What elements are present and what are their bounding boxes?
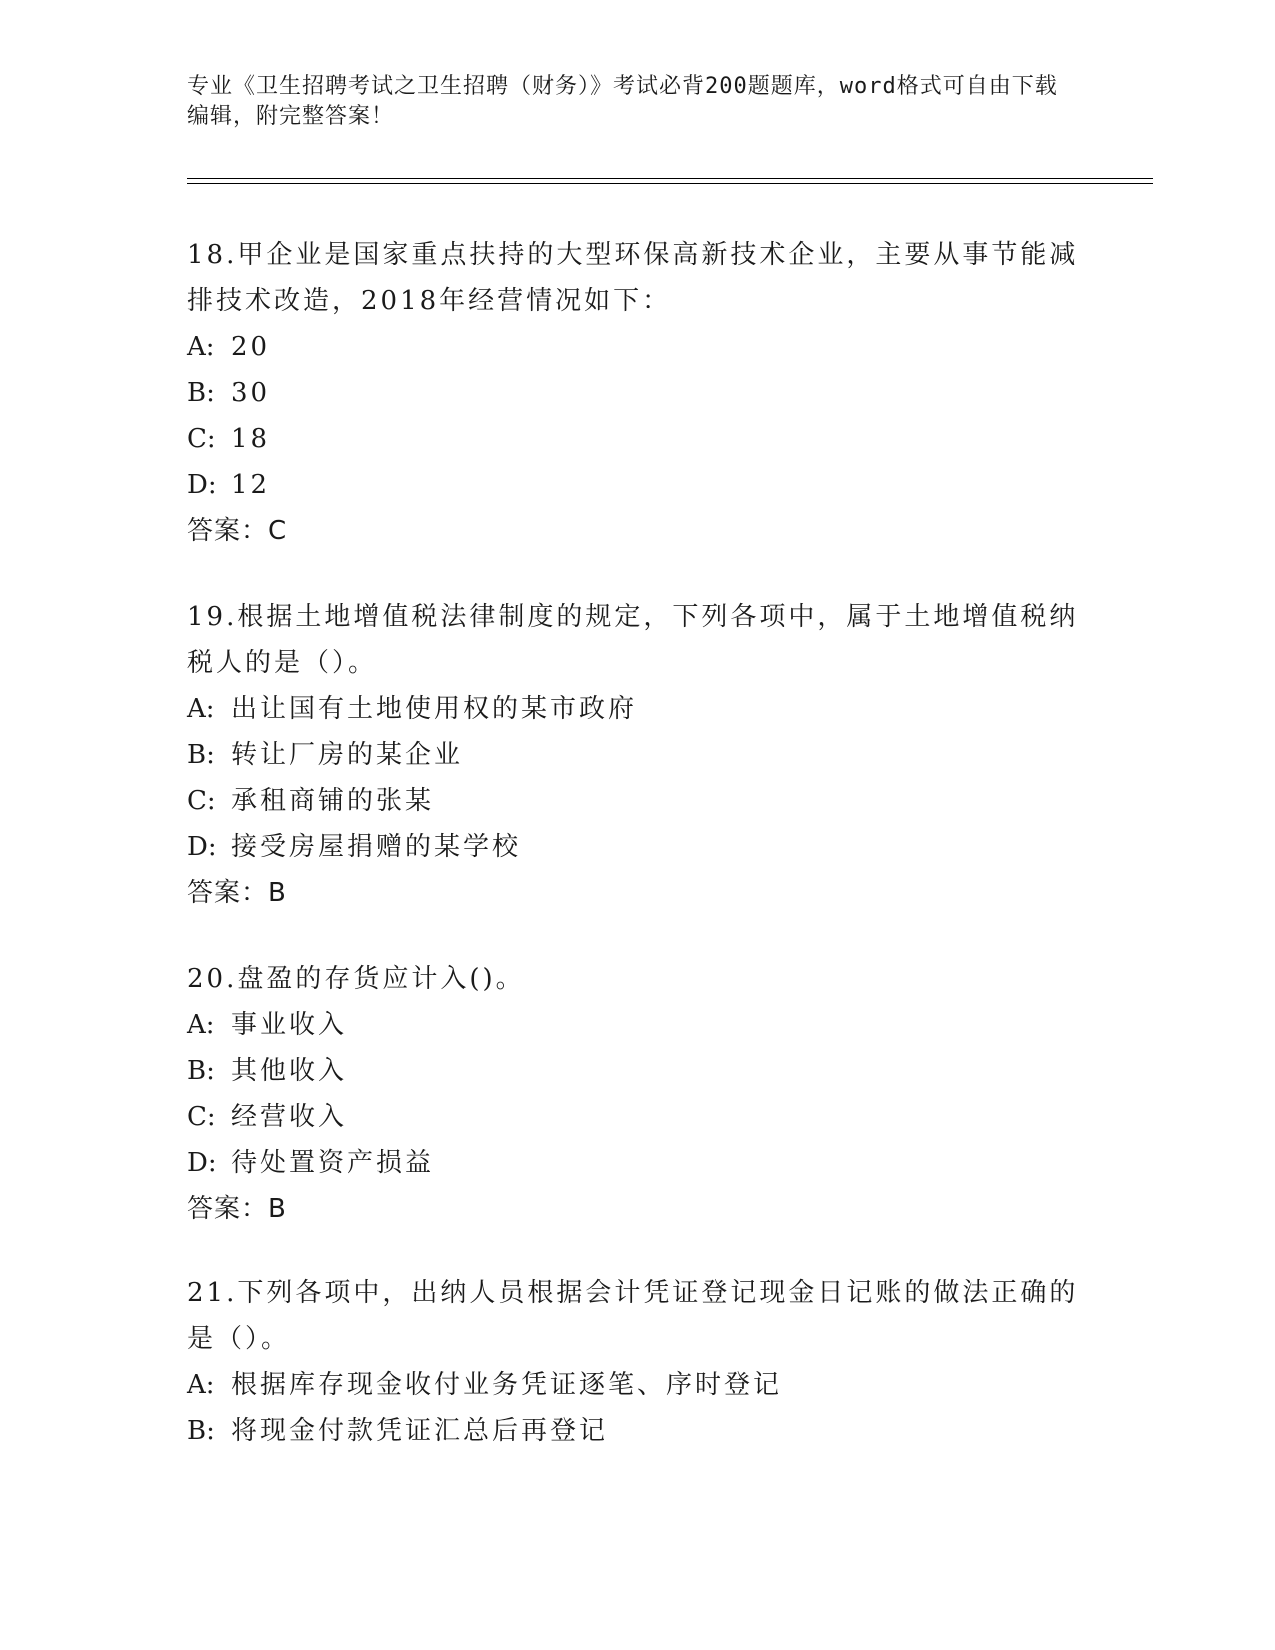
- answer-label: 答案：C: [187, 516, 288, 546]
- option-text: 12: [231, 470, 271, 500]
- option-text: 接受房屋捐赠的某学校: [231, 832, 522, 862]
- option-c: [187, 1094, 1087, 1140]
- option-key: B:: [187, 740, 215, 770]
- answer-label: 答案：B: [187, 1194, 287, 1224]
- option-text: 出让国有土地使用权的某市政府: [231, 694, 638, 724]
- option-c: [187, 416, 1087, 462]
- option-text: 20: [231, 332, 271, 362]
- option-text: 转让厂房的某企业: [231, 740, 464, 770]
- question-19: [187, 594, 1087, 916]
- option-a: [187, 324, 1087, 370]
- option-key: D:: [187, 1148, 217, 1178]
- option-key: A:: [187, 332, 215, 362]
- question-18: [187, 232, 1087, 554]
- option-text: 将现金付款凭证汇总后再登记: [231, 1416, 609, 1446]
- option-a: [187, 1002, 1087, 1048]
- option-key: B:: [187, 378, 215, 408]
- option-key: A:: [187, 1010, 215, 1040]
- option-c: [187, 778, 1087, 824]
- option-text: 18: [231, 424, 271, 454]
- option-b: [187, 1048, 1087, 1094]
- option-b: [187, 370, 1087, 416]
- option-text: 承租商铺的张某: [231, 786, 435, 816]
- document-header: 专业《卫生招聘考试之卫生招聘（财务）》考试必背200题题库，word格式可自由下载编辑，附完整答案！: [187, 74, 1058, 129]
- question-stem: 21.下列各项中，出纳人员根据会计凭证登记现金日记账的做法正确的是（）。: [187, 1278, 1079, 1354]
- option-text: 事业收入: [231, 1010, 348, 1040]
- option-key: C:: [187, 786, 216, 816]
- option-key: B:: [187, 1056, 215, 1086]
- question-20: [187, 956, 1087, 1232]
- question-stem: 18.甲企业是国家重点扶持的大型环保高新技术企业，主要从事节能减排技术改造，2018年经营情况如下：: [187, 240, 1079, 316]
- answer-label: 答案：B: [187, 878, 287, 908]
- option-a: [187, 1362, 1087, 1408]
- option-text: 经营收入: [231, 1102, 348, 1132]
- option-key: D:: [187, 832, 217, 862]
- option-d: [187, 462, 1087, 508]
- option-text: 根据库存现金收付业务凭证逐笔、序时登记: [231, 1370, 783, 1400]
- option-text: 其他收入: [231, 1056, 348, 1086]
- option-key: D:: [187, 470, 217, 500]
- header-divider-top: [187, 178, 1153, 179]
- option-d: [187, 824, 1087, 870]
- question-stem: 19.根据土地增值税法律制度的规定，下列各项中，属于土地增值税纳税人的是（）。: [187, 602, 1079, 678]
- option-key: C:: [187, 424, 216, 454]
- question-21: [187, 1270, 1087, 1454]
- option-key: C:: [187, 1102, 216, 1132]
- option-text: 30: [231, 378, 271, 408]
- question-stem: 20.盘盈的存货应计入()。: [187, 964, 525, 994]
- option-text: 待处置资产损益: [231, 1148, 435, 1178]
- option-a: [187, 686, 1087, 732]
- option-d: [187, 1140, 1087, 1186]
- header-divider-bottom: [187, 183, 1153, 184]
- option-key: A:: [187, 694, 215, 724]
- option-key: A:: [187, 1370, 215, 1400]
- option-b: [187, 1408, 1087, 1454]
- option-b: [187, 732, 1087, 778]
- option-key: B:: [187, 1416, 215, 1446]
